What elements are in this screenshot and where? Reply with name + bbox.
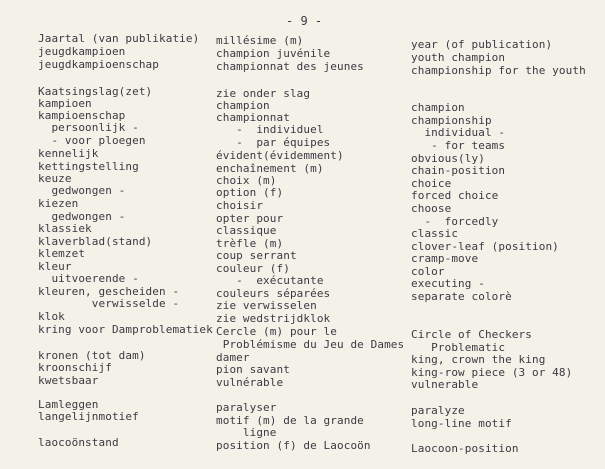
french-entry: champion juvénile (216, 47, 331, 60)
french-entry: opter pour (216, 212, 284, 225)
french-entry: Cercle (m) pour le (216, 325, 338, 338)
english-entry: obvious(ly) (411, 152, 485, 165)
french-entry: couleurs séparées (216, 287, 331, 300)
french-entry: choisir (216, 199, 264, 212)
english-entry: year (of publication) (411, 38, 553, 51)
french-entry: position (f) de Laocoön (216, 439, 371, 452)
english-entry: separate colorè (411, 290, 512, 303)
english-entry: color (411, 265, 445, 278)
english-entry: vulnerable (411, 378, 479, 391)
french-entry: championnat (216, 111, 290, 124)
french-entry: option (f) (216, 186, 284, 199)
french-entry: damer (216, 351, 250, 364)
dutch-entry: kennelijk (38, 147, 99, 160)
dutch-entry: kwetsbaar (38, 374, 99, 387)
english-entry: king, crown the king (411, 353, 546, 366)
french-entry: couleur (f) (216, 262, 290, 275)
dutch-entry: gedwongen - (38, 210, 126, 223)
dutch-entry: kampioen (38, 97, 92, 110)
french-entry: millésime (m) (216, 34, 304, 47)
french-entry: coup serrant (216, 249, 297, 262)
english-entry: championship for the youth (411, 64, 586, 77)
english-entry: clover-leaf (position) (411, 240, 559, 253)
french-entry: - exécutante (216, 274, 324, 287)
english-entry: individual - (411, 126, 506, 139)
french-entry: - individuel (216, 123, 324, 136)
english-entry: Circle of Checkers (411, 328, 533, 341)
french-entry: paralyser (216, 401, 277, 414)
dutch-entry: keuze (38, 172, 72, 185)
english-entry: youth champion (411, 51, 506, 64)
french-entry: champion (216, 99, 270, 112)
dutch-entry: klaverblad(stand) (38, 235, 153, 248)
dutch-entry: kronen (tot dam) (38, 349, 146, 362)
dutch-entry: kleuren, gescheiden - (38, 285, 180, 298)
english-entry: cramp-move (411, 252, 479, 265)
dutch-entry: kettingstelling (38, 160, 139, 173)
english-entry: - forcedly (411, 215, 499, 228)
french-entry: vulnérable (216, 376, 284, 389)
french-entry: zie onder slag (216, 87, 311, 100)
dutch-entry: jeugdkampioenschap (38, 58, 160, 71)
french-entry: zie wedstrijdklok (216, 312, 331, 325)
dutch-entry: laocoönstand (38, 436, 119, 449)
dutch-entry: jeugdkampioen (38, 45, 126, 58)
english-entry: Problematic (411, 341, 506, 354)
english-entry: choose (411, 202, 452, 215)
french-entry: zie verwisselen (216, 299, 317, 312)
french-entry: trèfle (m) (216, 237, 284, 250)
english-entry: Laocoon-position (411, 442, 519, 455)
english-entry: long-line motif (411, 417, 512, 430)
french-entry: évident(évidemment) (216, 149, 344, 162)
dutch-entry: klok (38, 310, 65, 323)
dutch-entry: persoonlijk - (38, 121, 139, 134)
english-entry: championship (411, 114, 492, 127)
english-entry: executing - (411, 277, 485, 290)
english-entry: - for teams (411, 139, 506, 152)
dutch-entry: Jaartal (van publikatie) (38, 32, 200, 45)
dutch-entry: kring voor Damproblematiek (38, 323, 213, 336)
english-entry: king-row piece (3 or 48) (411, 366, 573, 379)
french-entry: choix (m) (216, 174, 277, 187)
dutch-entry: langelijnmotief (38, 410, 139, 423)
dutch-entry: Lamleggen (38, 398, 99, 411)
english-entry: forced choice (411, 189, 499, 202)
french-entry: ligne (216, 426, 277, 439)
dutch-entry: klassiek (38, 222, 92, 235)
english-entry: champion (411, 101, 465, 114)
french-entry: Problémisme du Jeu de Dames (216, 338, 405, 351)
dutch-entry: kampioenschap (38, 109, 126, 122)
english-entry: chain-position (411, 164, 506, 177)
english-entry: paralyze (411, 404, 465, 417)
dutch-entry: gedwongen - (38, 184, 126, 197)
french-entry: classique (216, 224, 277, 237)
french-entry: - par équipes (216, 136, 331, 149)
dutch-entry: kroonschijf (38, 361, 112, 374)
english-entry: choice (411, 177, 452, 190)
dutch-entry: klemzet (38, 247, 86, 260)
page-number: - 9 - (286, 14, 323, 28)
french-entry: motif (m) de la grande (216, 414, 364, 427)
french-entry: enchaînement (m) (216, 162, 324, 175)
dutch-entry: kleur (38, 260, 72, 273)
dutch-entry: kiezen (38, 197, 79, 210)
dutch-entry: Kaatsingslag(zet) (38, 85, 153, 98)
english-entry: classic (411, 227, 459, 240)
dutch-entry: uitvoerende - (38, 272, 139, 285)
dutch-entry: verwisselde - (38, 297, 180, 310)
dutch-entry: - voor ploegen (38, 134, 146, 147)
french-entry: pion savant (216, 363, 290, 376)
french-entry: championnat des jeunes (216, 60, 364, 73)
